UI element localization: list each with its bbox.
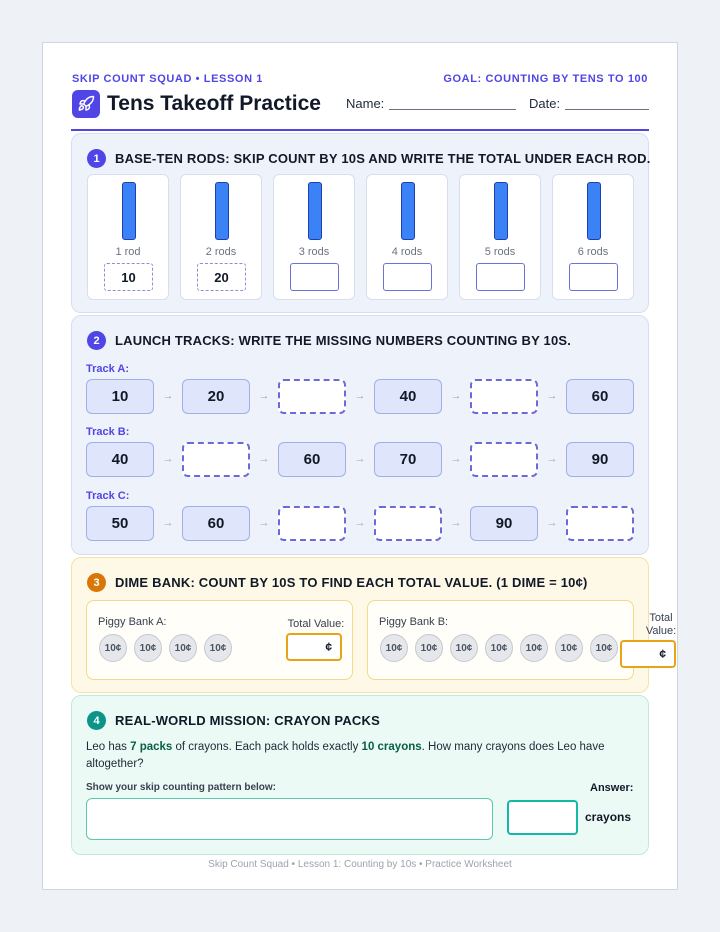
track-number: 60 [182,506,250,541]
piggy-bank-a [86,600,353,680]
track-blank-box[interactable] [470,442,538,477]
work-area-input[interactable] [86,798,493,840]
track-label: Track A: [86,363,130,375]
track-number: 70 [374,442,442,477]
section-title: BASE-TEN RODS: SKIP COUNT BY 10S AND WRITE THE TOTAL UNDER EACH ROD. [115,151,651,166]
track-blank-box[interactable] [470,379,538,414]
answer-unit-label: crayons [585,810,632,824]
section-launch-tracks [71,315,649,555]
track-number: 50 [86,506,154,541]
track-blank-box[interactable] [278,506,346,541]
total-value-box[interactable]: ¢ [620,640,676,668]
dime-coin: 10¢ [380,634,408,662]
right-arrow-icon: → [258,390,270,402]
track-blank-box[interactable] [182,442,250,477]
right-arrow-icon: → [354,390,366,402]
track-number: 60 [566,379,634,414]
ten-rod [122,182,136,240]
track-number: 20 [182,379,250,414]
rod-label: 5 rods [484,246,516,258]
ten-rod [587,182,601,240]
word-problem-text: Leo has 7 packs of crayons. Each pack holds exactly 10 crayons. How many crayons does Leo have altogether? [86,741,605,770]
section-dime-bank [71,557,677,693]
answer-input[interactable] [507,800,578,835]
right-arrow-icon: → [258,517,270,529]
right-arrow-icon: → [546,390,558,402]
page-title: Tens Takeoff Practice [107,92,321,115]
rod-label: 4 rods [391,246,423,258]
right-arrow-icon: → [162,390,174,402]
right-arrow-icon: → [258,453,270,465]
track-number: 60 [278,442,346,477]
right-arrow-icon: → [354,517,366,529]
section-number-badge: 4 [87,711,106,730]
total-value-label: Total Value: [645,612,677,637]
track-blank-box[interactable] [374,506,442,541]
track-number: 40 [86,442,154,477]
section-number-badge: 2 [87,331,106,350]
page-footer: Skip Count Squad • Lesson 1: Counting by 10s • Practice Worksheet [208,859,512,870]
section-title: LAUNCH TRACKS: WRITE THE MISSING NUMBERS COUNTING BY 10S. [115,333,572,348]
rod-answer-box[interactable] [569,263,618,291]
name-label: Name: [346,96,385,111]
dime-coin: 10¢ [520,634,548,662]
ten-rod [215,182,229,240]
goal-label: GOAL: COUNTING BY TENS TO 100 [443,73,648,85]
rod-label: 2 rods [205,246,237,258]
name-field[interactable] [389,109,516,110]
dime-coin: 10¢ [450,634,478,662]
track-number: 40 [374,379,442,414]
total-value-label: Total Value: [287,618,345,630]
rod-answer-box[interactable] [383,263,432,291]
bank-label: Piggy Bank B: [379,616,449,628]
rod-answer-box[interactable] [290,263,339,291]
rod-card [273,174,355,300]
right-arrow-icon: → [450,517,462,529]
rod-answer-box[interactable]: 10 [104,263,153,291]
series-label: SKIP COUNT SQUAD • LESSON 1 [72,73,263,85]
track-blank-box[interactable] [566,506,634,541]
total-value-box[interactable]: ¢ [286,633,342,661]
piggy-bank-b [367,600,634,680]
dime-coin: 10¢ [590,634,618,662]
rod-answer-box[interactable] [476,263,525,291]
right-arrow-icon: → [450,453,462,465]
worksheet [42,42,678,890]
rod-card [180,174,262,300]
dime-coin: 10¢ [169,634,197,662]
ten-rod [308,182,322,240]
rod-label: 1 rod [115,246,141,258]
rod-answer-box[interactable]: 20 [197,263,246,291]
rod-card [366,174,448,300]
right-arrow-icon: → [546,453,558,465]
rod-label: 6 rods [577,246,609,258]
section-title: REAL-WORLD MISSION: CRAYON PACKS [115,713,380,728]
track-number: 10 [86,379,154,414]
section-number-badge: 1 [87,149,106,168]
title-divider [71,129,649,131]
section-base-ten-rods [71,133,649,313]
date-label: Date: [529,96,561,111]
right-arrow-icon: → [162,453,174,465]
answer-label: Answer: [590,782,634,794]
section-title: DIME BANK: COUNT BY 10S TO FIND EACH TOTAL VALUE. (1 DIME = 10¢) [115,575,588,590]
dime-coin: 10¢ [415,634,443,662]
dime-coin: 10¢ [204,634,232,662]
section-crayon-packs [71,695,649,855]
date-field[interactable] [565,109,649,110]
dime-coin: 10¢ [555,634,583,662]
rod-card [459,174,541,300]
dime-coin: 10¢ [134,634,162,662]
track-number: 90 [566,442,634,477]
section-number-badge: 3 [87,573,106,592]
bank-label: Piggy Bank A: [98,616,167,628]
dime-coin: 10¢ [99,634,127,662]
right-arrow-icon: → [354,453,366,465]
rocket-icon [72,90,100,118]
right-arrow-icon: → [162,517,174,529]
track-blank-box[interactable] [278,379,346,414]
right-arrow-icon: → [546,517,558,529]
work-label: Show your skip counting pattern below: [86,782,277,793]
track-label: Track C: [86,490,130,502]
rod-card [552,174,634,300]
track-label: Track B: [86,426,130,438]
dime-coin: 10¢ [485,634,513,662]
right-arrow-icon: → [450,390,462,402]
rod-card [87,174,169,300]
rod-label: 3 rods [298,246,330,258]
track-number: 90 [470,506,538,541]
ten-rod [401,182,415,240]
ten-rod [494,182,508,240]
